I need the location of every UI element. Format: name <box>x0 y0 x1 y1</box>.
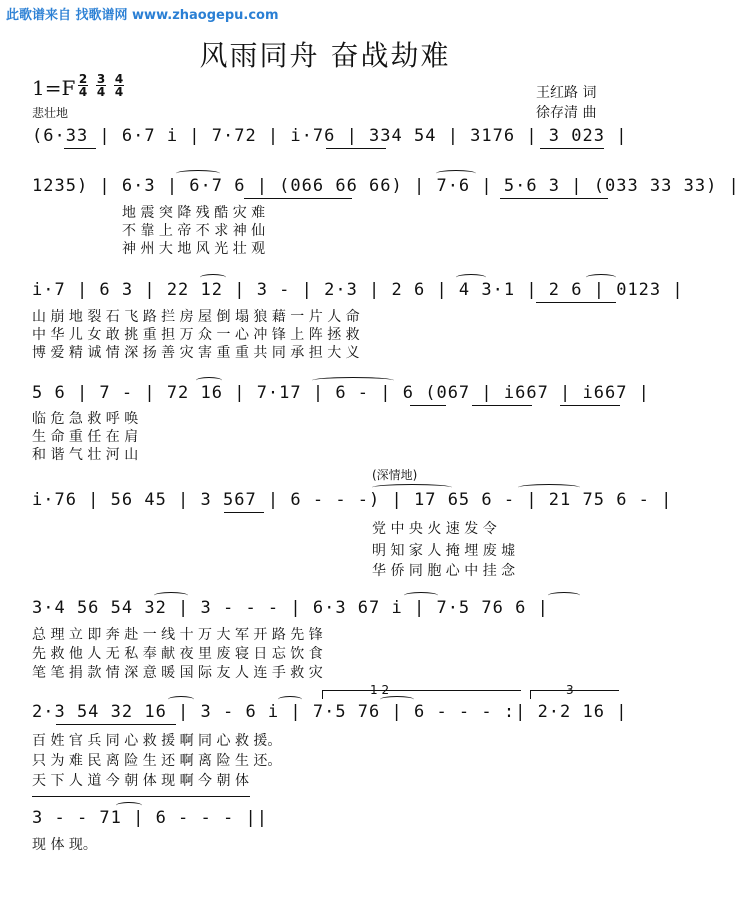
lyrics-2-verse-3: 神 州 大 地 风 光 壮 观 <box>122 241 266 257</box>
slur <box>456 274 486 281</box>
volta-label-1-2: 1 2 <box>370 683 390 697</box>
tempo-marking: 悲壮地 <box>32 106 69 120</box>
song-title: 风雨同舟 奋战劫难 <box>199 39 451 72</box>
lyrics-7-verse-2: 只 为 难 民 离 险 生 还 啊 离 险 生 还。 <box>32 753 282 769</box>
slur <box>200 274 226 281</box>
slur <box>518 484 580 491</box>
beam <box>540 148 604 149</box>
lyrics-3-verse-1: 山 崩 地 裂 石 飞 路 拦 房 屋 倒 塌 狼 藉 一 片 人 命 <box>32 309 360 325</box>
slur <box>586 274 616 281</box>
slur <box>372 484 452 491</box>
beam <box>326 148 386 149</box>
beam <box>244 198 352 199</box>
lyrics-8: 现 体 现。 <box>32 837 97 853</box>
slur <box>312 377 394 384</box>
slur <box>116 802 142 809</box>
volta-label-3: 3 <box>566 683 574 697</box>
lyrics-7-verse-3: 天 下 人 道 今 朝 体 现 啊 今 朝 体 <box>32 773 249 789</box>
slur <box>176 170 220 177</box>
lyrics-2-verse-1: 地 震 突 降 残 酷 灾 难 <box>122 205 266 221</box>
notation-line-5: i·76 | 56 45 | 3 567 | 6 - - -) | 17 65 6 - | 21 75 6 - | <box>32 490 673 510</box>
notation-line-1: (6·33 | 6·7 i | 7·72 | i·76 | 334 54 | 3176 | 3 023 | <box>32 126 628 146</box>
lyricist-credit: 王红路 词 <box>536 85 597 101</box>
composer-credit: 徐存清 曲 <box>536 105 597 121</box>
lyrics-5-verse-1: 党 中 央 火 速 发 令 <box>372 521 497 537</box>
notation-line-2: 1235) | 6·3 | 6·7 6 | (066 66 66) | 7·6 | 5·6 3 | (033 33 33) | <box>32 176 740 196</box>
lyrics-4-verse-2: 生 命 重 任 在 肩 <box>32 429 139 445</box>
slur <box>436 170 476 177</box>
beam <box>56 724 176 725</box>
slur <box>196 377 222 384</box>
lyrics-5-verse-2: 明 知 家 人 掩 埋 废 墟 <box>372 543 516 559</box>
volta-bracket-3 <box>530 690 619 699</box>
meter-3-4: 3 4 <box>96 72 106 99</box>
key-signature: 1=F <box>32 76 76 100</box>
lyrics-6-verse-3: 笔 笔 捐 款 情 深 意 暖 国 际 友 人 连 手 救 灾 <box>32 665 323 681</box>
lyrics-4-verse-1: 临 危 急 救 呼 唤 <box>32 411 139 427</box>
meter-2-4: 2 4 <box>78 72 88 99</box>
slur <box>154 592 188 599</box>
volta-bracket-1-2 <box>322 690 521 699</box>
beam <box>64 148 96 149</box>
notation-line-3: i·7 | 6 3 | 22 12 | 3 - | 2·3 | 2 6 | 4 3·1 | 2 6 | 0123 | <box>32 280 684 300</box>
lyrics-3-verse-2: 中 华 儿 女 敢 挑 重 担 万 众 一 心 冲 锋 上 阵 拯 救 <box>32 327 360 343</box>
lyrics-4-verse-3: 和 谐 气 壮 河 山 <box>32 447 139 463</box>
beam <box>410 405 446 406</box>
slur <box>404 592 438 599</box>
coda-bracket <box>32 796 250 797</box>
beam <box>500 198 608 199</box>
lyrics-3-verse-3: 博 爱 精 诚 情 深 扬 善 灾 害 重 重 共 同 承 担 大 义 <box>32 345 360 361</box>
lyrics-6-verse-1: 总 理 立 即 奔 赴 一 线 十 万 大 军 开 路 先 锋 <box>32 627 323 643</box>
meter-4-4: 4 4 <box>114 72 124 99</box>
slur <box>380 696 414 703</box>
notation-line-7: 2·3 54 32 16 | 3 - 6 i | 7·5 76 | 6 - - - :| 2·2 16 | <box>32 702 628 722</box>
lyrics-6-verse-2: 先 救 他 人 无 私 奉 献 夜 里 废 寝 日 忘 饮 食 <box>32 646 323 662</box>
lyrics-2-verse-2: 不 靠 上 帝 不 求 神 仙 <box>122 223 266 239</box>
beam <box>536 302 616 303</box>
slur <box>548 592 580 599</box>
watermark: 此歌谱来自 找歌谱网 www.zhaogepu.com <box>6 8 279 23</box>
beam <box>224 512 264 513</box>
expression-annotation: (深情地) <box>372 468 418 482</box>
beam <box>472 405 532 406</box>
notation-line-6: 3·4 56 54 32 | 3 - - - | 6·3 67 i | 7·5 76 6 | <box>32 598 549 618</box>
beam <box>560 405 620 406</box>
slur <box>168 696 194 703</box>
lyrics-7-verse-1: 百 姓 官 兵 同 心 救 援 啊 同 心 救 援。 <box>32 733 282 749</box>
notation-line-8: 3 - - 71 | 6 - - - || <box>32 808 268 828</box>
lyrics-5-verse-3: 华 侨 同 胞 心 中 挂 念 <box>372 563 516 579</box>
slur <box>278 696 302 703</box>
notation-line-4: 5 6 | 7 - | 72 16 | 7·17 | 6 - | 6 (067 | i667 | i667 | <box>32 383 650 403</box>
